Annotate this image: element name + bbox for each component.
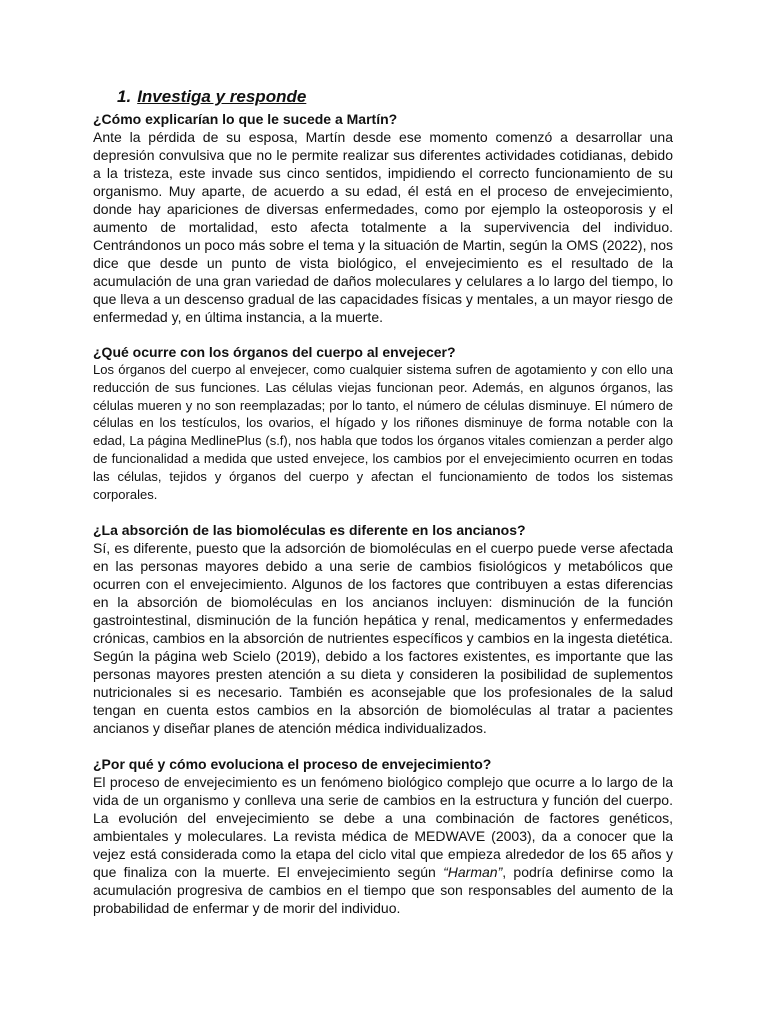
- section-biomolecules: [93, 521, 673, 737]
- section-heading: [117, 86, 673, 108]
- answer-organs: Los órganos del cuerpo al envejecer, como cualquier sistema sufren de agotamiento y con ello una reducción de sus funciones. Las células viejas funcionan peor. Además, en algunos órganos, las células mueren y no son reemplazadas; por lo tanto, el número de células disminuye. El número de células en los testículos, los ovarios, el hígado y los riñones disminuye de forma notable con la edad, La página MedlinePlus (s.f), nos habla que todos los órganos vitales comienzan a perder algo de funcionalidad a medida que usted envejece, los cambios por el envejecimiento ocurren en todas las células, tejidos y órganos del cuerpo y afectan el funcionamiento de todos los sistemas corporales.: [93, 362, 673, 502]
- paragraph-spacer: [93, 503, 673, 521]
- answer-biomolecules: Sí, es diferente, puesto que la adsorción de biomoléculas en el cuerpo puede verse afectada en las personas mayores debido a una serie de cambios fisiológicos y metabólicos que ocurren con el envejecimiento. Algunos de los factores que contribuyen a estas diferencias en la absorción de biomoléculas en los ancianos incluyen: disminución de la función gastrointestinal, disminución de la función hepática y renal, medicamentos y enfermedades crónicas, cambios en la absorción de nutrientes específicos y cambios en la ingesta dietética. Según la página web Scielo (2019), debido a los factores existentes, es importante que las personas mayores presten atención a su dieta y consideren la posibilidad de suplementos nutricionales si es necesario. También es aconsejable que los profesionales de la salud tengan en cuenta estos cambios en la absorción de biomoléculas al tratar a pacientes ancianos y diseñar planes de atención médica individualizados.: [93, 540, 673, 737]
- section-martin: [93, 110, 673, 326]
- answer-aging-process: [93, 773, 673, 917]
- answer-martin: Ante la pérdida de su esposa, Martín desde ese momento comenzó a desarrollar una depresión convulsiva que no le permite realizar sus diferentes actividades cotidianas, debido a la tristeza, este invade sus cinco sentidos, impidiendo el correcto funcionamiento de su organismo. Muy aparte, de acuerdo a su edad, él está en el proceso de envejecimiento, donde hay apariciones de diversas enfermedades, como por ejemplo la osteoporosis y el aumento de mortalidad, esto afecta totalmente a la supervivencia del individuo. Centrándonos un poco más sobre el tema y la situación de Martin, según la OMS (2022), nos dice que desde un punto de vista biológico, el envejecimiento es el resultado de la acumulación de una gran variedad de daños moleculares y celulares a lo largo del tiempo, lo que lleva a un descenso gradual de las capacidades físicas y mentales, a un mayor riesgo de enfermedad y, en última instancia, a la muerte.: [93, 129, 673, 325]
- paragraph-spacer: [93, 326, 673, 343]
- question-martin: ¿Cómo explicarían lo que le sucede a Martín?: [93, 111, 398, 127]
- heading-title: Investiga y responde: [137, 87, 307, 106]
- question-biomolecules: ¿La absorción de las biomoléculas es diferente en los ancianos?: [93, 522, 526, 539]
- question-aging-process: ¿Por qué y cómo evoluciona el proceso de envejecimiento?: [93, 756, 492, 773]
- paragraph-spacer: [93, 737, 673, 755]
- answer-aging-text-start: El proceso de envejecimiento es un fenómeno biológico complejo que ocurre a lo largo de la vida de un organismo y conlleva una serie de cambios en la estructura y función del cuerpo. La evolución del envejecimiento se debe a una combinación de factores genéticos, ambientales y moleculares. La revista médica de MEDWAVE (2003), da a conocer que la vejez está considerada como la etapa del ciclo vital que empieza alrededor de los 65 años y que finaliza con la muerte. El envejecimiento según: [93, 774, 673, 881]
- heading-number: 1.: [117, 87, 132, 106]
- section-organs: [93, 343, 673, 503]
- answer-aging-citation: “Harman”: [443, 864, 503, 881]
- answer-aging-text-end: , podría definirse como la acumulación progresiva de cambios en el tiempo que son responsables del aumento de la probabilidad de enfermar y de morir del individuo.: [93, 864, 673, 917]
- section-aging-process: [93, 755, 673, 917]
- question-organs: ¿Qué ocurre con los órganos del cuerpo al envejecer?: [93, 344, 456, 360]
- document-page: [93, 86, 673, 917]
